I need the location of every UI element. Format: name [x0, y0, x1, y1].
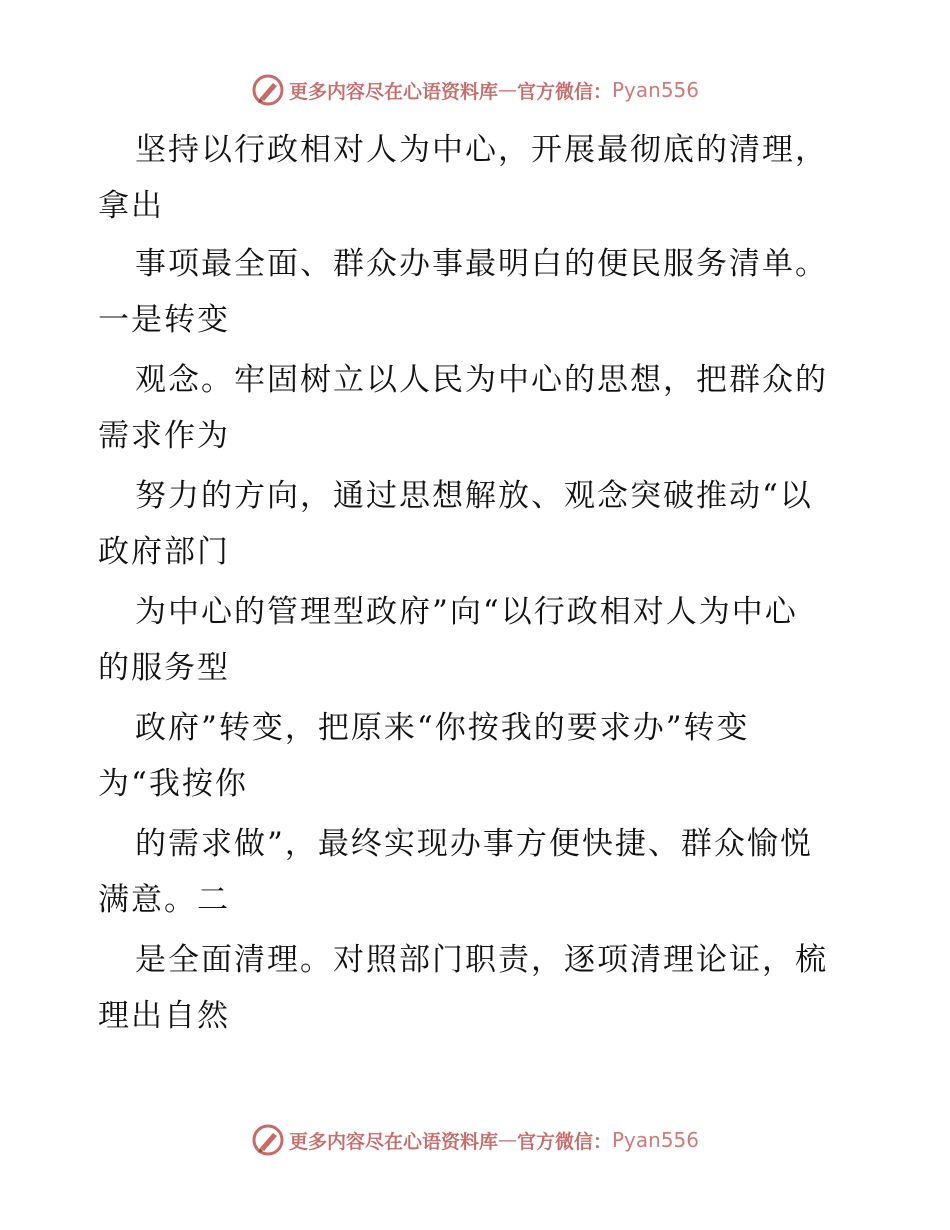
text-line: 需求作为: [98, 418, 230, 454]
text-line: 努力的方向，通过思想解放、观念突破推动“以: [135, 478, 813, 514]
text-line: 一是转变: [98, 302, 230, 338]
watermark-account: Pyan556: [612, 1128, 700, 1152]
text-line: 满意。二: [98, 882, 230, 918]
watermark-site-text: 更多内容尽在心语资料库: [288, 1130, 498, 1153]
pen-logo-icon: [251, 73, 285, 107]
text-line: 的需求做”，最终实现办事方便快捷、群众愉悦: [135, 826, 813, 862]
watermark-account: Pyan556: [612, 78, 700, 102]
text-line: 理出自然: [98, 998, 230, 1034]
text-line: 的服务型: [98, 650, 230, 686]
text-line: 为“我按你: [98, 766, 248, 802]
watermark-separator: —: [497, 79, 517, 101]
pen-logo-icon: [251, 1123, 285, 1157]
watermark-site-text: 更多内容尽在心语资料库: [288, 80, 498, 103]
watermark-separator: —: [497, 1129, 517, 1151]
text-line: 为中心的管理型政府”向“以行政相对人为中心: [135, 594, 798, 630]
watermark-header: [0, 72, 950, 108]
watermark-footer: [0, 1122, 950, 1158]
text-line: 政府部门: [98, 534, 230, 570]
text-line: 拿出: [98, 188, 164, 224]
watermark-label: 官方微信：: [516, 80, 612, 103]
text-line: 政府”转变，把原来“你按我的要求办”转变: [135, 710, 750, 746]
text-line: 是全面清理。对照部门职责，逐项清理论证，梳: [135, 942, 828, 978]
text-line: 观念。牢固树立以人民为中心的思想，把群众的: [135, 362, 828, 398]
watermark-label: 官方微信：: [516, 1130, 612, 1153]
text-line: 坚持以行政相对人为中心，开展最彻底的清理，: [135, 132, 828, 168]
text-line: 事项最全面、群众办事最明白的便民服务清单。: [135, 246, 828, 282]
